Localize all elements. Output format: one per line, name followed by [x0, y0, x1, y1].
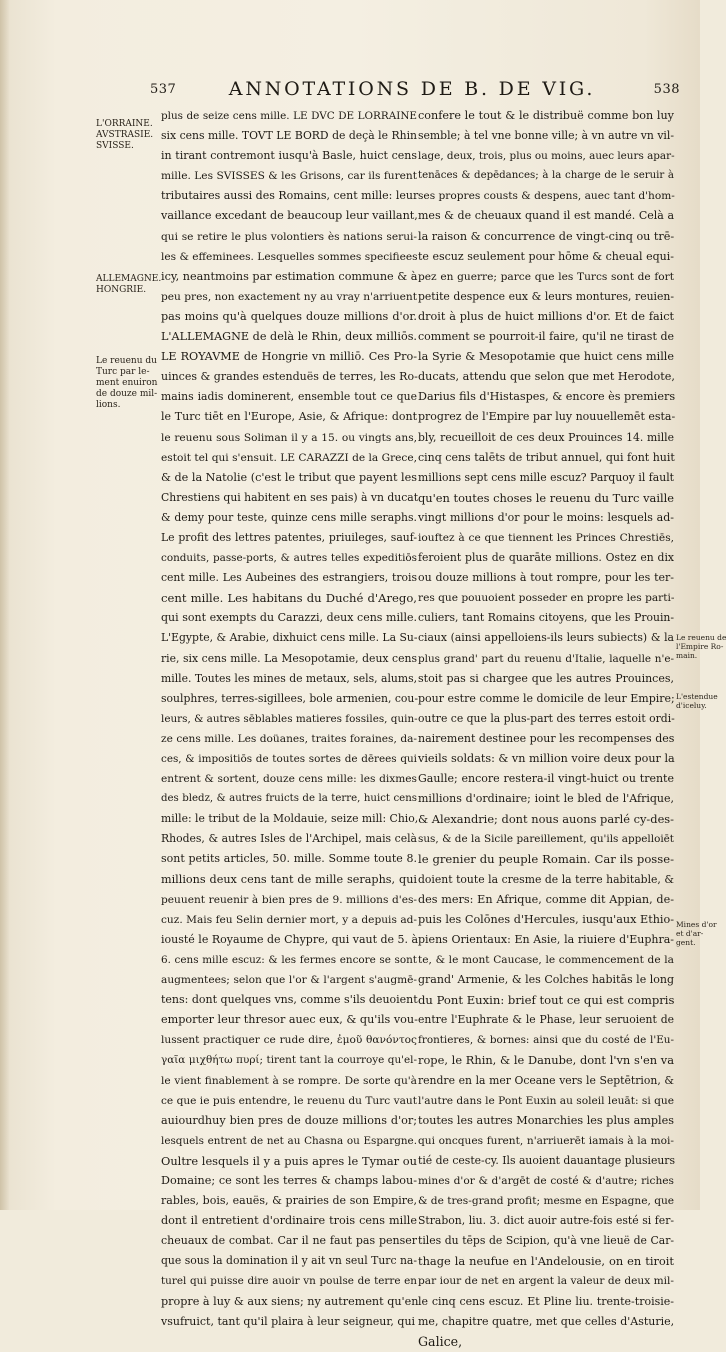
text-line: droit à plus de huict millions d'or. Et de faict: [418, 309, 674, 323]
text-line: millions d'ordinaire; ioint le bled de l'Afrique,: [418, 792, 674, 806]
margin-note-line: Le reuenu de: [676, 633, 726, 642]
text-line: pez en guerre; parce que les Turcs sont de fort: [418, 270, 674, 283]
text-line: Galice,: [418, 1333, 463, 1349]
text-line: Strabon, liu. 3. dict auoir autre-fois esté si fer-: [418, 1214, 674, 1228]
text-line: Darius fils d'Histaspes, & encore ès premiers: [418, 390, 676, 404]
text-line: sont petits articles, 50. mille. Somme toute 8.: [161, 852, 417, 866]
text-line: millions deux cens tant de mille seraphs, qui: [161, 872, 417, 886]
text-line: res que pouuoient posseder en propre les parti-: [418, 592, 675, 605]
text-line: par iour de net en argent la valeur de deux mil-: [418, 1275, 674, 1288]
margin-note-mines: [676, 920, 717, 947]
text-line: ducats, attendu que selon que met Herodote,: [418, 370, 675, 384]
text-line: six cens mille. TOVT LE BORD de deçà le Rhin: [161, 129, 417, 143]
text-line: cinq cens talēts de tribut annuel, qui font huit: [418, 450, 675, 464]
page-spine-shadow: [0, 0, 10, 1210]
text-line: culiers, tant Romains citoyens, que les Prouin-: [418, 611, 674, 625]
text-line: icy, neantmoins par estimation commune & à: [161, 269, 418, 283]
text-line: LE ROYAVME de Hongrie vn milliō. Ces Pro-: [161, 350, 417, 364]
text-line: millions sept cens mille escuz? Parquoy il fault: [418, 470, 674, 484]
text-line: γαῖα μιχθήτω πυρί; tirent tant la courroye qu'el-: [161, 1054, 417, 1067]
text-line: petite despence eux & leurs montures, reuien-: [418, 289, 674, 303]
margin-note-line: gent.: [676, 938, 696, 947]
text-line: Domaine; ce sont les terres & champs labou-: [161, 1173, 417, 1187]
text-line: bly, recueilloit de ces deux Prouinces 14. mille: [418, 430, 674, 444]
margin-note-line: SVISSE.: [96, 141, 134, 151]
text-line: & demy pour teste, quinze cens mille seraphs.: [161, 510, 417, 524]
margin-note-line: ment enuiron: [96, 378, 158, 388]
margin-note-line: L'estendue: [676, 692, 718, 701]
text-line: doient toute la cresme de la terre habitable, &: [418, 872, 674, 886]
text-line: rables, bois, eauës, & prairies de son Empire,: [161, 1194, 417, 1208]
text-line: la Syrie & Mesopotamie que huict cens mille: [418, 350, 674, 364]
text-line: frontieres, & bornes: ainsi que du costé de l'Eu-: [418, 1034, 674, 1047]
margin-note-line: ALLEMAGNE.: [96, 274, 162, 284]
text-line: 6. cens mille escuz: & les fermes encore se sont: [161, 953, 417, 966]
text-line: propre à luy & aux siens; ny autrement qu'en: [161, 1294, 419, 1308]
text-line: augmentees; selon que l'or & l'argent s'augmē-: [161, 974, 417, 987]
margin-note-line: de douze mil-: [96, 389, 158, 399]
text-line: Gaulle; encore restera-il vingt-huict ou trente: [418, 772, 674, 786]
text-line: tenāces & depēdances; à la charge de le seruir à: [418, 170, 674, 182]
margin-note-estendue: [676, 692, 718, 710]
text-line: cent mille. Les habitans du Duché d'Arego,: [161, 591, 417, 606]
margin-note-line: HONGRIE.: [96, 285, 147, 295]
running-title: ANNOTATIONS DE B. DE VIG.: [228, 78, 596, 100]
text-line: ou douze millions à tout rompre, pour les ter-: [418, 571, 674, 585]
text-line: & Alexandrie; dont nous auons parlé cy-des-: [418, 812, 674, 827]
text-line: cuz. Mais feu Selin dernier mort, y a depuis ad-: [161, 913, 417, 926]
text-line: turel qui puisse dire auoir vn poulse de terre en: [161, 1275, 417, 1288]
text-line: que sous la domination il y ait vn seul Turc na-: [161, 1254, 417, 1268]
text-line: te, & le mont Caucase, le commencement de la: [418, 953, 674, 966]
text-line: pas moins qu'à quelques douze millions d'or.: [161, 309, 417, 323]
margin-note-line: Turc par le-: [96, 367, 150, 377]
text-line: comment se pourroit-il faire, qu'il ne tirast de: [418, 330, 674, 344]
text-line: le vient finablement à se rompre. De sorte qu'à: [161, 1074, 417, 1087]
text-line: outre ce que la plus-part des terres estoit ordi-: [418, 711, 675, 725]
text-line: la raison & concurrence de vingt-cinq ou trē-: [418, 229, 675, 243]
text-line: ce que ie puis entendre, le reuenu du Turc vaut: [161, 1094, 417, 1107]
margin-note-reuenu-turc: [96, 356, 158, 411]
text-line: pour estre comme le domicile de leur Empire;: [418, 691, 675, 705]
text-line: qui sont exempts du Carazzi, deux cens mille.: [161, 611, 417, 625]
text-line: Rhodes, & autres Isles de l'Archipel, mais celà: [161, 832, 417, 846]
text-line: estoit tel qui s'ensuit. LE CARAZZI de la Grece,: [161, 451, 417, 464]
text-line: vingt millions d'or pour le moins: lesquels ad-: [418, 510, 674, 524]
text-line: uinces & grandes estenduës de terres, les Ro-: [161, 370, 418, 384]
margin-note-line: l'Empire Ro-: [676, 642, 724, 651]
text-line: vsufruict, tant qu'il plaira à leur seigneur, qui: [161, 1314, 416, 1328]
text-line: confere le tout & le distribuë comme bon luy: [418, 109, 674, 122]
text-line: puis les Colōnes d'Hercules, iusqu'aux Ethio-: [418, 912, 674, 926]
margin-note-allemagne: [96, 274, 162, 296]
text-line: du Pont Euxin: brief tout ce qui est compris: [418, 993, 675, 1008]
text-line: tié de ceste-cy. Ils auoient dauantage plusieurs: [418, 1153, 675, 1167]
text-line: qu'en toutes choses le reuenu du Turc vaille: [418, 490, 674, 505]
text-line: des bledz, & autres fruicts de la terre, huict cens: [161, 793, 417, 805]
text-line: dont il entretient d'ordinaire trois cens mille: [161, 1214, 417, 1228]
text-line: te escuz seulement pour hōme & cheual equi-: [418, 249, 674, 263]
text-line: leurs, & autres sēblables matieres fossiles, quin-: [161, 712, 418, 725]
text-line: auiourdhuy bien pres de douze millions d'or;: [161, 1113, 417, 1127]
margin-note-line: L'ORRAINE.: [96, 119, 153, 129]
text-line: progrez de l'Empire par luy nouuellemēt esta-: [418, 410, 676, 424]
text-line: tiles du tēps de Scipion, qu'à vne lieuë de Car-: [418, 1234, 674, 1248]
text-line: peu pres, non exactement ny au vray n'arriuent: [161, 290, 417, 303]
text-line: l'autre dans le Pont Euxin au soleil leuāt: si que: [418, 1094, 674, 1107]
text-line: rope, le Rhin, & le Danube, dont l'vn s'en va: [418, 1053, 674, 1068]
text-line: soulphres, terres-sigillees, bole armenien, cou-: [161, 691, 419, 705]
text-line: grand' Armenie, & les Colches habitās le long: [418, 973, 674, 987]
text-line: entre l'Euphrate & le Phase, leur seruoient de: [418, 1013, 674, 1027]
text-line: cheuaux de combat. Car il ne faut pas penser: [161, 1234, 417, 1248]
text-line: lesquels entrent de net au Chasna ou Espargne.: [161, 1134, 417, 1147]
text-line: des mers: En Afrique, comme dit Appian, de-: [418, 892, 674, 906]
margin-note-line: AVSTRASIE.: [96, 130, 154, 140]
text-line: mes & de cheuaux quand il est mandé. Celà a: [418, 209, 674, 223]
margin-note-line: d'iceluy.: [676, 701, 707, 710]
text-line: qui oncques furent, n'arriuerēt iamais à la moi-: [418, 1134, 674, 1147]
margin-note-line: Mines d'or: [676, 920, 717, 929]
text-line: le reuenu sous Soliman il y a 15. ou vingts ans,: [161, 431, 417, 444]
text-line: lage, deux, trois, plus ou moins, auec leurs apar-: [418, 150, 675, 163]
text-line: mille. Toutes les mines de metaux, sels, alums,: [161, 671, 418, 685]
margin-note-line: Le reuenu du: [96, 356, 157, 366]
right-text-column: [418, 106, 674, 1352]
text-line: toutes les autres Monarchies les plus amples: [418, 1113, 674, 1127]
text-line: & de tres-grand profit; mesme en Espagne, que: [418, 1195, 675, 1208]
text-line: iousté le Royaume de Chypre, qui vaut de 5. à: [161, 932, 419, 946]
text-line: emporter leur thresor auec eux, & qu'ils vou-: [161, 1013, 418, 1027]
text-line: entrent & sortent, douze cens mille: les dixmes: [161, 773, 417, 786]
folio-right: 538: [653, 82, 680, 97]
text-line: le grenier du peuple Romain. Car ils posse-: [418, 852, 674, 867]
left-text-column: [161, 106, 417, 1332]
text-line: mille. Les SVISSES & les Grisons, car ils furent: [161, 170, 417, 183]
text-line: tens: dont quelques vns, comme s'ils deuoient: [161, 993, 418, 1007]
text-line: vaillance excedant de beaucoup leur vaillant,: [161, 209, 418, 223]
text-line: semble; à tel vne bonne ville; à vn autre vn vil-: [418, 129, 674, 143]
text-line: mains iadis dominerent, ensemble tout ce que: [161, 390, 417, 404]
text-line: peuuent reuenir à bien pres de 9. millions d'es-: [161, 893, 417, 906]
text-line: tributaires aussi des Romains, cent mille: leur: [161, 189, 419, 203]
text-line: nairement destinee pour les recompenses des: [418, 731, 675, 745]
text-line: L'ALLEMAGNE de delà le Rhin, deux milliōs.: [161, 330, 417, 344]
text-line: mines d'or & d'argēt de costé & d'autre; riches: [418, 1174, 674, 1187]
text-line: le cinq cens escuz. Et Pline liu. trente-troisie-: [418, 1294, 674, 1308]
text-line: rendre en la mer Oceane vers le Septētrion, &: [418, 1073, 674, 1087]
text-line: Oultre lesquels il y a puis apres le Tymar ou: [161, 1153, 417, 1168]
text-line: mille: le tribut de la Moldauie, seize mill: Chio,: [161, 812, 419, 826]
text-line: in tirant contremont iusqu'à Basle, huict cens: [161, 149, 417, 163]
text-line: rie, six cens mille. La Mesopotamie, deux cens: [161, 651, 417, 665]
text-line: plus de seize cens mille. LE DVC DE LORRAINE: [161, 110, 417, 122]
text-line: Chrestiens qui habitent en ses pais) à vn ducat: [161, 490, 419, 504]
text-line: cent mille. Les Aubeines des estrangiers, trois: [161, 571, 417, 585]
text-line: ciaux (ainsi appelloiens-ils leurs subiects) & la: [418, 631, 674, 645]
text-line: me, chapitre quatre, met que celles d'Asturie,: [418, 1314, 675, 1328]
text-line: Le profit des lettres patentes, priuileges, sauf-: [161, 530, 417, 544]
text-line: plus grand' part du reuenu d'Italie, laquelle n'e-: [418, 652, 674, 665]
text-line: & de la Natolie (c'est le tribut que payent les: [161, 470, 417, 484]
page-header: [150, 78, 680, 102]
text-line: stoit pas si chargee que les autres Prouinces,: [418, 671, 674, 685]
text-line: ces, & impositiōs de toutes sortes de dērees qui: [161, 753, 417, 765]
text-line: ze cens mille. Les doüanes, traites foraines, da-: [161, 732, 417, 745]
text-line: thage la neufue en l'Andelousie, on en tiroit: [418, 1254, 674, 1269]
margin-note-reuenu-empire: [676, 633, 726, 660]
text-line: L'Egypte, & Arabie, dixhuict cens mille. La Su-: [161, 631, 418, 645]
text-line: les & effeminees. Lesquelles sommes specifiees: [161, 250, 418, 263]
text-line: qui se retire le plus volontiers ès nations serui-: [161, 230, 417, 243]
text-line: feroient plus de quarāte millions. Ostez en dix: [418, 551, 674, 565]
margin-note-line: main.: [676, 651, 698, 660]
margin-note-line: lions.: [96, 400, 121, 410]
text-line: piens Orientaux: En Asie, la riuiere d'Euphra-: [418, 932, 674, 946]
text-line: ses propres cousts & despens, auec tant d'hom-: [418, 190, 675, 203]
text-line: iouftez à ce que tiennent les Princes Chrestiēs,: [418, 531, 674, 544]
margin-note-lorraine: [96, 119, 158, 152]
folio-left: 537: [150, 82, 177, 97]
text-line: conduits, passe-ports, & autres telles expeditiōs: [161, 552, 417, 565]
text-line: vieils soldats: & vn million voire deux pour la: [418, 752, 675, 765]
text-line: le Turc tiēt en l'Europe, Asie, & Afrique: dont: [161, 410, 417, 424]
text-line: sus, & de la Sicile pareillement, qu'ils appelloiēt: [418, 833, 674, 846]
text-line: lussent practiquer ce rude dire, ἐμοῦ θανόντος: [161, 1034, 417, 1047]
margin-note-line: et d'ar-: [676, 929, 704, 938]
